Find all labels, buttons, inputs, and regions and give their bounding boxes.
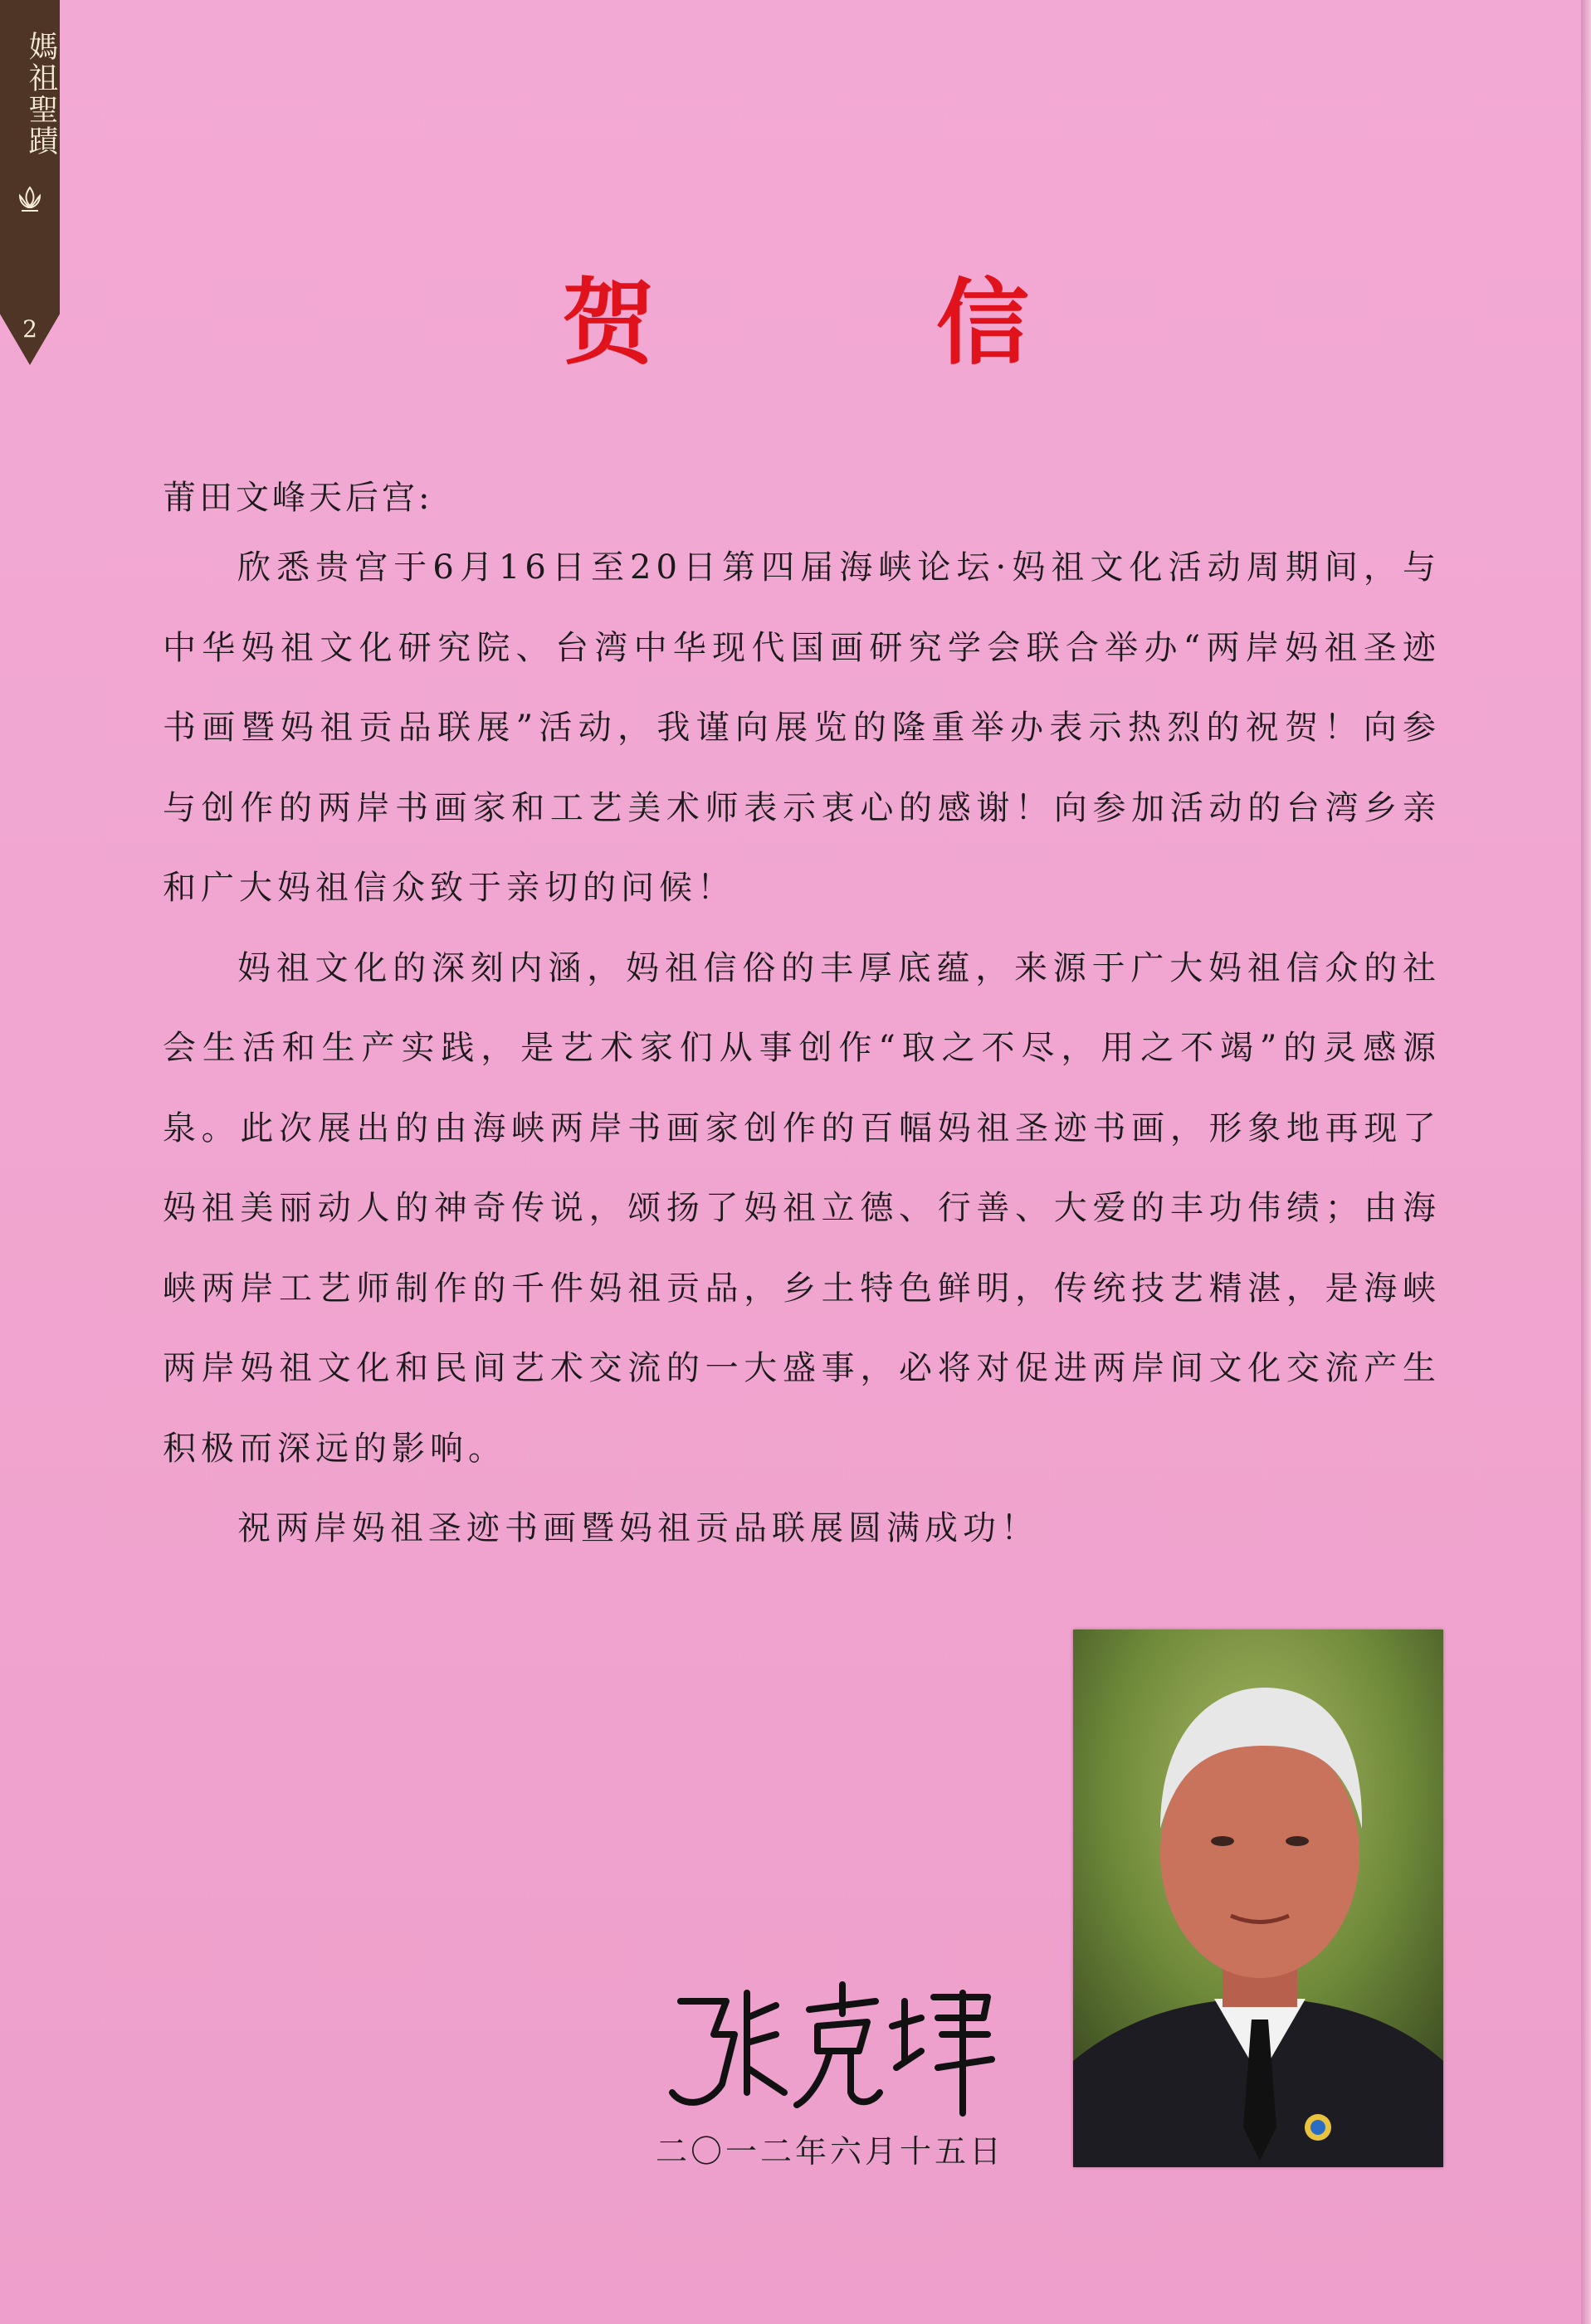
page-number: 2 <box>22 315 37 343</box>
letter-title: 贺 信 <box>562 270 1154 378</box>
signature <box>656 1968 1004 2134</box>
lotus-icon <box>13 183 46 216</box>
ribbon-title: 媽祖聖蹟 <box>24 31 58 157</box>
portrait-photo <box>1073 1630 1443 2167</box>
paragraph: 妈祖文化的深刻内涵，妈祖信俗的丰厚底蕴，来源于广大妈祖信众的社会生活和生产实践，是艺术家们从事创作“取之不尽，用之不竭”的灵感源泉。此次展出的由海峡两岸书画家创作的百幅妈祖圣迹书画，形象地再现了妈祖美丽动人的神奇传说，颂扬了妈祖立德、行善、大爱的丰功伟绩；由海峡两岸工艺师制作的千件妈祖贡品，乡土特色鲜明，传统技艺精湛，是海峡两岸妈祖文化和民间艺术交流的一大盛事，必将对促进两岸间文化交流产生积极而深远的影响。 <box>163 948 1441 1468</box>
paragraph: 欣悉贵宫于6月16日至20日第四届海峡论坛·妈祖文化活动周期间，与中华妈祖文化研究院、台湾中华现代国画研究学会联合举办“两岸妈祖圣迹书画暨妈祖贡品联展”活动，我谨向展览的隆重举办表示热烈的祝贺！向参与创作的两岸书画家和工艺美术师表示衷心的感谢！向参加活动的台湾乡亲和广大妈祖信众致于亲切的问候！ <box>163 548 1441 907</box>
paragraph: 祝两岸妈祖圣迹书画暨妈祖贡品联展圆满成功！ <box>237 1509 1039 1547</box>
letter-body <box>163 528 1441 1569</box>
salutation: 莆田文峰天后宫: <box>163 479 433 517</box>
letter-date: 二〇一二年六月十五日 <box>656 2133 1005 2170</box>
